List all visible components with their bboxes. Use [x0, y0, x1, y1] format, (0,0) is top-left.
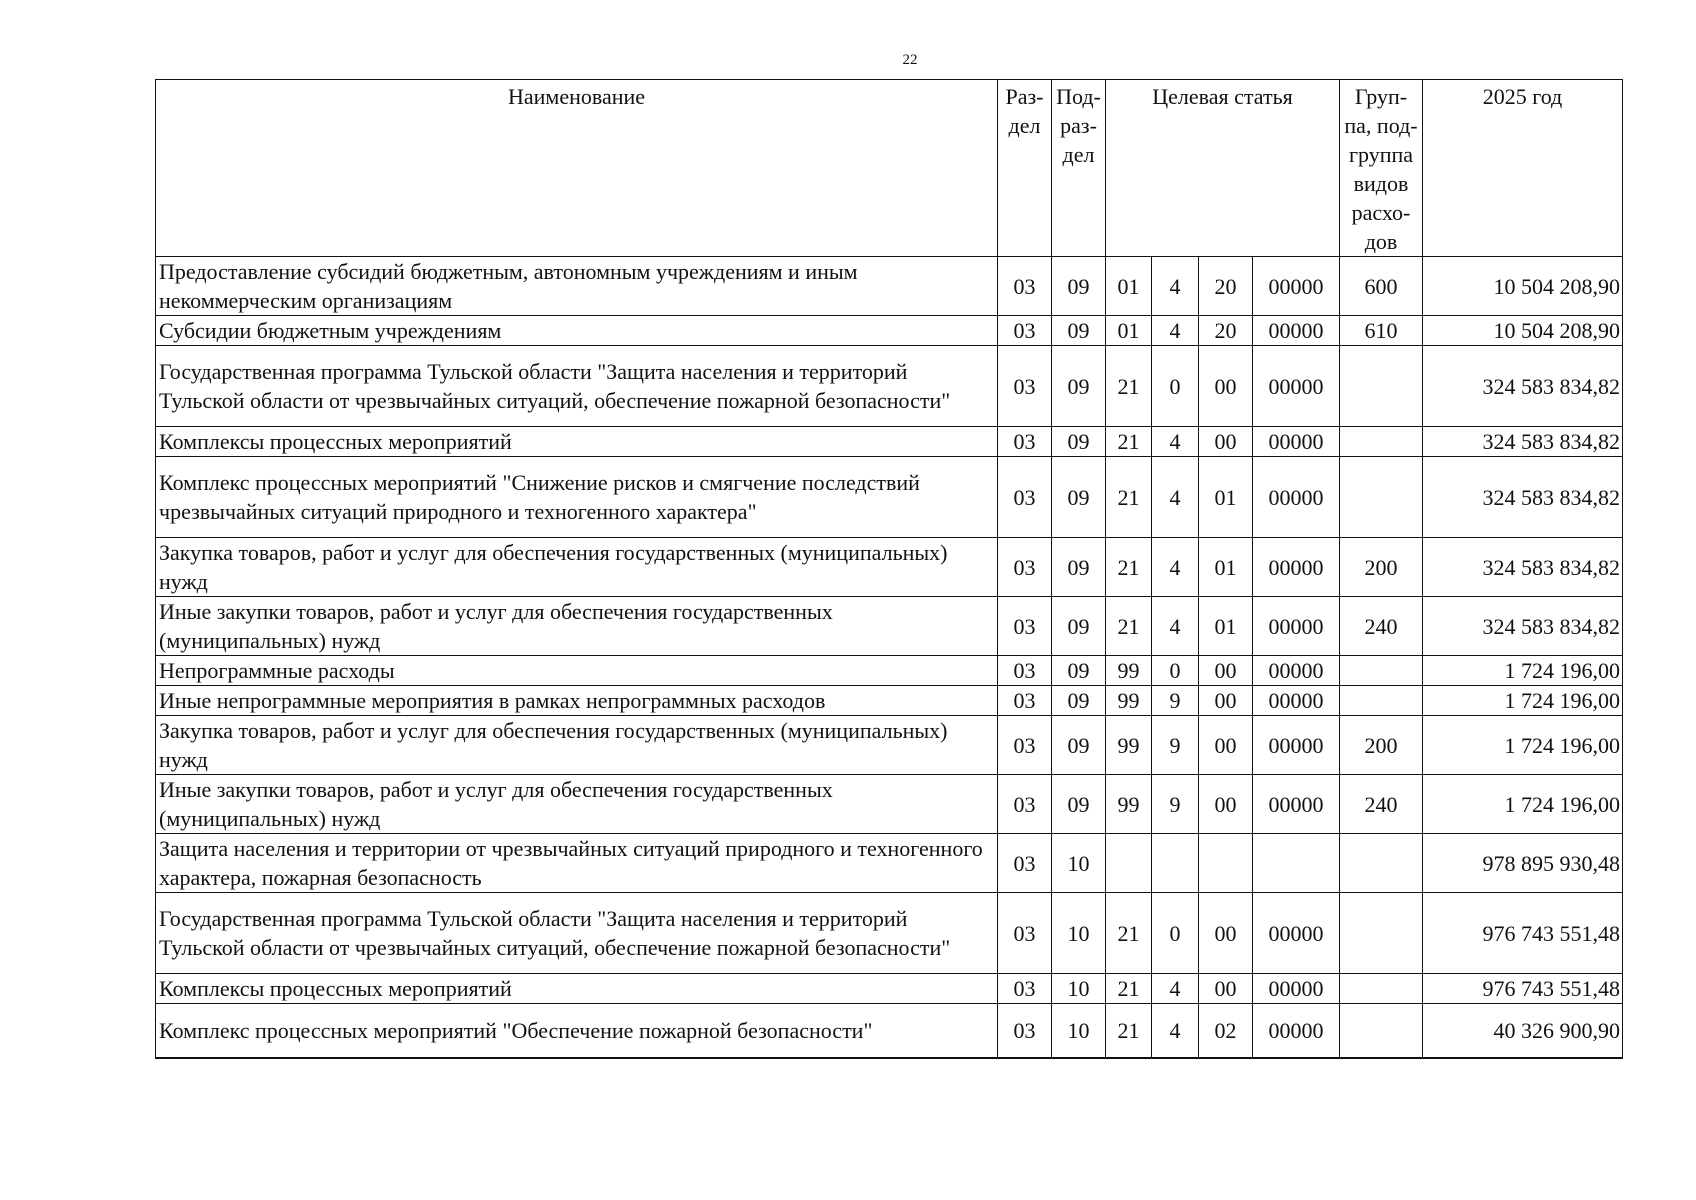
row-name: Непрограммные расходы	[156, 656, 998, 686]
table-row	[156, 775, 1623, 834]
row-target-program: 99	[1106, 775, 1152, 834]
row-target-structure: 00	[1199, 775, 1253, 834]
row-name: Комплексы процессных мероприятий	[156, 427, 998, 457]
header-year: 2025 год	[1423, 80, 1623, 257]
row-target-type: 4	[1152, 538, 1199, 597]
row-name: Закупка товаров, работ и услуг для обеспечения государственных (муниципальных) нужд	[156, 716, 998, 775]
row-target-direction: 00000	[1253, 427, 1340, 457]
row-section: 03	[998, 427, 1052, 457]
row-expense-group	[1340, 893, 1423, 974]
row-name: Государственная программа Тульской области "Защита населения и территорий Тульской области от чрезвычайных ситуаций, обеспечение пожарной безопасности"	[156, 893, 998, 974]
row-amount: 10 504 208,90	[1423, 257, 1623, 316]
row-amount: 1 724 196,00	[1423, 656, 1623, 686]
row-target-direction: 00000	[1253, 457, 1340, 538]
header-target-article: Целевая статья	[1106, 80, 1340, 257]
row-subsection: 09	[1052, 346, 1106, 427]
row-target-type	[1152, 834, 1199, 893]
row-target-type: 4	[1152, 597, 1199, 656]
row-target-program	[1106, 834, 1152, 893]
budget-table	[155, 79, 1623, 1059]
row-target-structure: 02	[1199, 1004, 1253, 1058]
row-section: 03	[998, 716, 1052, 775]
row-expense-group: 610	[1340, 316, 1423, 346]
row-section: 03	[998, 316, 1052, 346]
table-row	[156, 597, 1623, 656]
row-target-type: 9	[1152, 775, 1199, 834]
table-body	[156, 257, 1623, 1058]
row-target-direction: 00000	[1253, 716, 1340, 775]
header-subsection-text: Под- раз- дел	[1056, 84, 1101, 167]
row-section: 03	[998, 1004, 1052, 1058]
header-expense-group-text: Груп- па, под- группа видов расхо- дов	[1344, 84, 1418, 254]
header-expense-group	[1340, 80, 1423, 257]
row-name: Комплексы процессных мероприятий	[156, 974, 998, 1004]
table-row	[156, 716, 1623, 775]
row-target-direction: 00000	[1253, 893, 1340, 974]
row-target-direction: 00000	[1253, 974, 1340, 1004]
row-target-type: 9	[1152, 716, 1199, 775]
row-target-structure: 00	[1199, 686, 1253, 716]
header-name: Наименование	[156, 80, 998, 257]
row-expense-group: 200	[1340, 716, 1423, 775]
row-amount: 978 895 930,48	[1423, 834, 1623, 893]
row-amount: 324 583 834,82	[1423, 538, 1623, 597]
row-target-type: 0	[1152, 893, 1199, 974]
row-target-structure	[1199, 834, 1253, 893]
row-section: 03	[998, 346, 1052, 427]
row-subsection: 10	[1052, 974, 1106, 1004]
row-subsection: 09	[1052, 716, 1106, 775]
row-subsection: 10	[1052, 893, 1106, 974]
table-row	[156, 893, 1623, 974]
row-section: 03	[998, 457, 1052, 538]
row-expense-group	[1340, 686, 1423, 716]
row-target-program: 21	[1106, 457, 1152, 538]
row-target-program: 21	[1106, 346, 1152, 427]
row-expense-group: 240	[1340, 597, 1423, 656]
row-target-structure: 00	[1199, 427, 1253, 457]
row-section: 03	[998, 538, 1052, 597]
row-name: Иные закупки товаров, работ и услуг для обеспечения государственных (муниципальных) нужд	[156, 597, 998, 656]
row-name: Государственная программа Тульской области "Защита населения и территорий Тульской области от чрезвычайных ситуаций, обеспечение пожарной безопасности"	[156, 346, 998, 427]
table-row	[156, 686, 1623, 716]
row-target-structure: 00	[1199, 974, 1253, 1004]
row-target-program: 21	[1106, 597, 1152, 656]
row-target-structure: 01	[1199, 538, 1253, 597]
row-target-program: 99	[1106, 656, 1152, 686]
table-row	[156, 457, 1623, 538]
row-expense-group: 200	[1340, 538, 1423, 597]
table-row	[156, 257, 1623, 316]
row-target-program: 21	[1106, 427, 1152, 457]
row-amount: 324 583 834,82	[1423, 427, 1623, 457]
row-name: Защита населения и территории от чрезвычайных ситуаций природного и техногенного характера, пожарная безопасность	[156, 834, 998, 893]
row-target-direction: 00000	[1253, 656, 1340, 686]
row-section: 03	[998, 656, 1052, 686]
row-subsection: 09	[1052, 538, 1106, 597]
row-expense-group	[1340, 656, 1423, 686]
row-target-direction: 00000	[1253, 1004, 1340, 1058]
row-amount: 324 583 834,82	[1423, 597, 1623, 656]
row-amount: 976 743 551,48	[1423, 893, 1623, 974]
table-row	[156, 346, 1623, 427]
row-target-structure: 00	[1199, 656, 1253, 686]
row-amount: 10 504 208,90	[1423, 316, 1623, 346]
row-subsection: 09	[1052, 257, 1106, 316]
row-name: Закупка товаров, работ и услуг для обеспечения государственных (муниципальных) нужд	[156, 538, 998, 597]
row-target-program: 01	[1106, 316, 1152, 346]
row-amount: 324 583 834,82	[1423, 346, 1623, 427]
row-section: 03	[998, 834, 1052, 893]
row-section: 03	[998, 974, 1052, 1004]
row-target-direction: 00000	[1253, 257, 1340, 316]
table-header-row	[156, 80, 1623, 257]
row-target-program: 21	[1106, 974, 1152, 1004]
row-name: Комплекс процессных мероприятий "Снижение рисков и смягчение последствий чрезвычайных ситуаций природного и техногенного характера"	[156, 457, 998, 538]
row-target-structure: 20	[1199, 316, 1253, 346]
row-target-program: 21	[1106, 893, 1152, 974]
row-name: Субсидии бюджетным учреждениям	[156, 316, 998, 346]
row-target-structure: 01	[1199, 457, 1253, 538]
row-section: 03	[998, 686, 1052, 716]
row-expense-group: 240	[1340, 775, 1423, 834]
row-expense-group	[1340, 457, 1423, 538]
row-target-direction: 00000	[1253, 538, 1340, 597]
row-target-type: 0	[1152, 346, 1199, 427]
row-name: Комплекс процессных мероприятий "Обеспечение пожарной безопасности"	[156, 1004, 998, 1058]
table-row	[156, 834, 1623, 893]
table-row	[156, 974, 1623, 1004]
row-subsection: 09	[1052, 457, 1106, 538]
row-target-program: 99	[1106, 716, 1152, 775]
row-target-type: 4	[1152, 1004, 1199, 1058]
row-target-structure: 00	[1199, 893, 1253, 974]
row-name: Предоставление субсидий бюджетным, автономным учреждениям и иным некоммерческим организациям	[156, 257, 998, 316]
row-section: 03	[998, 893, 1052, 974]
row-target-type: 0	[1152, 656, 1199, 686]
row-name: Иные непрограммные мероприятия в рамках непрограммных расходов	[156, 686, 998, 716]
row-target-direction: 00000	[1253, 686, 1340, 716]
table-row	[156, 316, 1623, 346]
row-amount: 1 724 196,00	[1423, 716, 1623, 775]
row-amount: 1 724 196,00	[1423, 686, 1623, 716]
row-section: 03	[998, 775, 1052, 834]
row-subsection: 09	[1052, 686, 1106, 716]
row-target-type: 9	[1152, 686, 1199, 716]
row-target-structure: 20	[1199, 257, 1253, 316]
row-target-program: 21	[1106, 1004, 1152, 1058]
row-target-type: 4	[1152, 257, 1199, 316]
row-target-type: 4	[1152, 457, 1199, 538]
row-amount: 976 743 551,48	[1423, 974, 1623, 1004]
row-subsection: 10	[1052, 834, 1106, 893]
row-expense-group	[1340, 834, 1423, 893]
row-target-structure: 00	[1199, 346, 1253, 427]
row-target-direction	[1253, 834, 1340, 893]
header-subsection	[1052, 80, 1106, 257]
row-amount: 1 724 196,00	[1423, 775, 1623, 834]
row-target-direction: 00000	[1253, 316, 1340, 346]
table-row	[156, 1004, 1623, 1058]
row-expense-group	[1340, 427, 1423, 457]
row-expense-group	[1340, 1004, 1423, 1058]
table-row	[156, 538, 1623, 597]
row-target-program: 21	[1106, 538, 1152, 597]
header-section	[998, 80, 1052, 257]
row-expense-group	[1340, 974, 1423, 1004]
row-name: Иные закупки товаров, работ и услуг для обеспечения государственных (муниципальных) нужд	[156, 775, 998, 834]
row-target-direction: 00000	[1253, 775, 1340, 834]
row-subsection: 09	[1052, 656, 1106, 686]
row-target-type: 4	[1152, 974, 1199, 1004]
row-expense-group: 600	[1340, 257, 1423, 316]
row-target-program: 01	[1106, 257, 1152, 316]
page-number: 22	[902, 52, 918, 68]
table-row	[156, 656, 1623, 686]
row-amount: 324 583 834,82	[1423, 457, 1623, 538]
header-section-text: Раз- дел	[1005, 84, 1044, 138]
row-target-structure: 00	[1199, 716, 1253, 775]
row-target-direction: 00000	[1253, 597, 1340, 656]
row-target-program: 99	[1106, 686, 1152, 716]
row-section: 03	[998, 257, 1052, 316]
table-row	[156, 427, 1623, 457]
row-subsection: 09	[1052, 316, 1106, 346]
row-target-type: 4	[1152, 427, 1199, 457]
row-target-type: 4	[1152, 316, 1199, 346]
row-expense-group	[1340, 346, 1423, 427]
row-subsection: 09	[1052, 775, 1106, 834]
row-subsection: 10	[1052, 1004, 1106, 1058]
row-subsection: 09	[1052, 597, 1106, 656]
row-amount: 40 326 900,90	[1423, 1004, 1623, 1058]
row-target-structure: 01	[1199, 597, 1253, 656]
row-subsection: 09	[1052, 427, 1106, 457]
row-section: 03	[998, 597, 1052, 656]
row-target-direction: 00000	[1253, 346, 1340, 427]
